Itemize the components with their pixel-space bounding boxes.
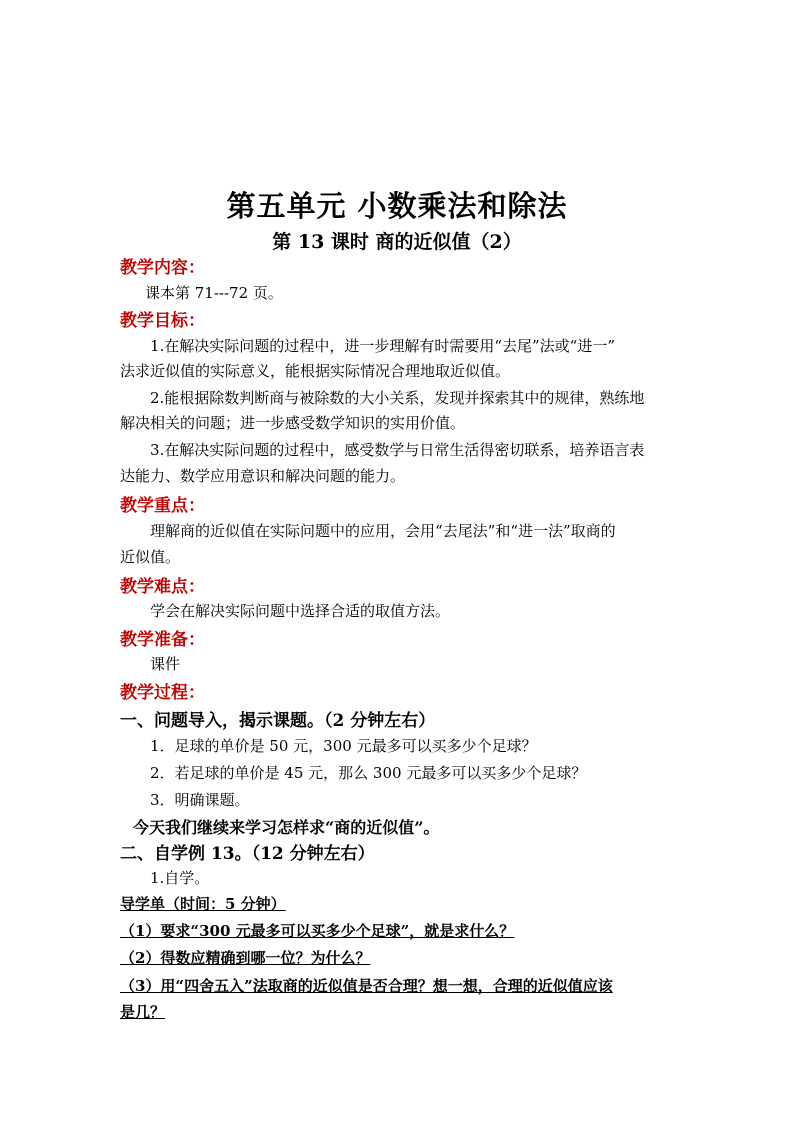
content-text: 课本第 71---72 页。	[145, 284, 283, 302]
unit-title: 第五单元 小数乘法和除法	[226, 189, 568, 223]
key-points-heading: 教学重点：	[120, 496, 205, 516]
difficulties-heading: 教学难点：	[120, 577, 205, 597]
self-study-label: 1.自学。	[150, 869, 210, 887]
objective-3-line-2: 达能力、数学应用意识和解决问题的能力。	[120, 467, 406, 485]
question-1: 1．足球的单价是 50 元，300 元最多可以买多少个足球？	[150, 737, 537, 755]
section-2-title: 二、自学例 13。（12 分钟左右）	[120, 844, 375, 864]
key-points-line-2: 近似值。	[120, 548, 181, 566]
content-heading: 教学内容：	[120, 258, 205, 278]
preparation-text: 课件	[150, 655, 181, 673]
objective-2-line-1: 2.能根据除数判断商与被除数的大小关系，发现并探索其中的规律，熟练地	[150, 389, 645, 407]
guide-sheet-title: 导学单（时间：5 分钟）	[120, 895, 286, 913]
process-heading: 教学过程：	[120, 683, 205, 703]
objective-3-line-1: 3.在解决实际问题的过程中，感受数学与日常生活得密切联系，培养语言表	[150, 441, 645, 459]
preparation-heading: 教学准备：	[120, 630, 205, 650]
summary-line: 今天我们继续来学习怎样求“商的近似值”。	[133, 818, 440, 837]
guide-question-1: （1）要求“300 元最多可以买多少个足球”，就是求什么？	[120, 922, 515, 940]
difficulties-text: 学会在解决实际问题中选择合适的取值方法。	[150, 602, 451, 620]
key-points-line-1: 理解商的近似值在实际问题中的应用，会用“去尾法”和“进一法”取商的	[150, 522, 616, 540]
guide-question-3-line-2: 是几？	[120, 1003, 166, 1021]
guide-question-2: （2）得数应精确到哪一位？为什么？	[120, 949, 371, 967]
objective-1-line-1: 1.在解决实际问题的过程中，进一步理解有时需要用“去尾”法或“进一”	[150, 337, 615, 355]
objective-2-line-2: 解决相关的问题；进一步感受数学知识的实用价值。	[120, 414, 466, 432]
section-1-title: 一、问题导入，揭示课题。（2 分钟左右）	[120, 711, 436, 731]
lesson-subtitle: 第 13 课时 商的近似值（2）	[272, 231, 522, 253]
question-3: 3．明确课题。	[150, 791, 250, 809]
objective-1-line-2: 法求近似值的实际意义，能根据实际情况合理地取近似值。	[120, 362, 511, 380]
objectives-heading: 教学目标：	[120, 311, 205, 331]
question-2: 2．若足球的单价是 45 元，那么 300 元最多可以买多少个足球？	[150, 764, 587, 782]
guide-question-3-line-1: （3）用“四舍五入”法取商的近似值是否合理？想一想，合理的近似值应该	[120, 977, 613, 995]
